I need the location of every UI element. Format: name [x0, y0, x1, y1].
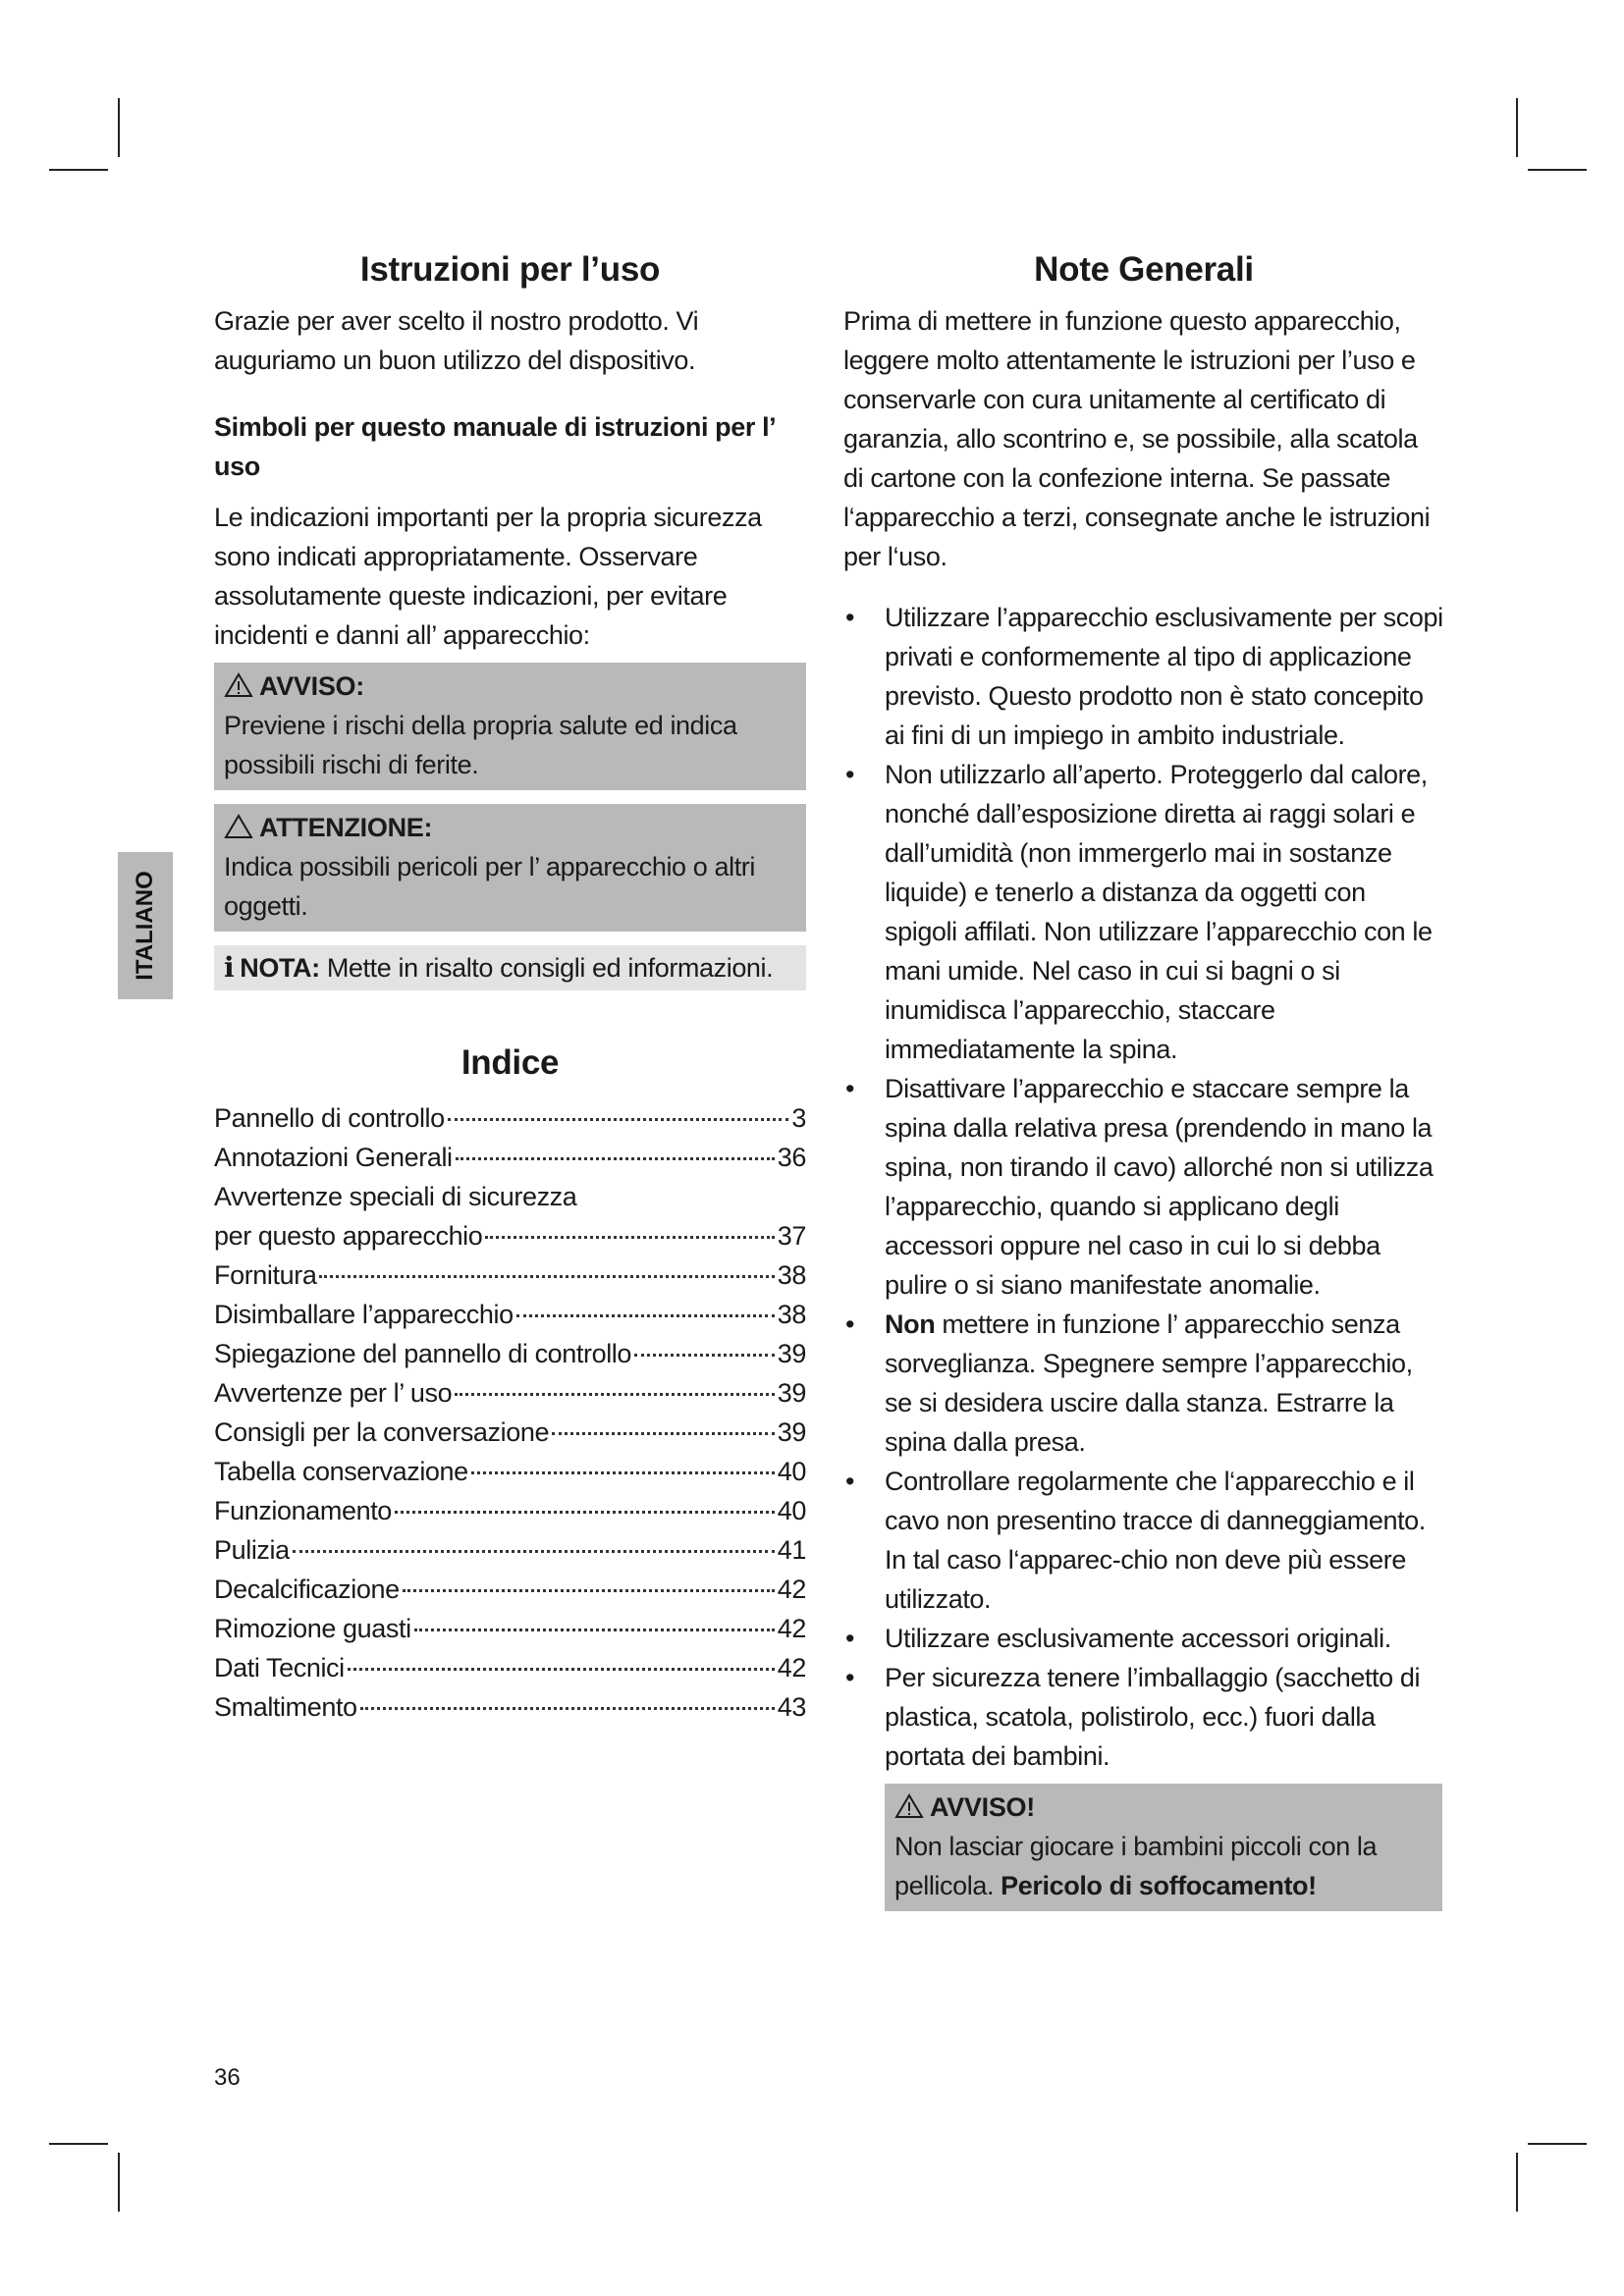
toc-leader-dots [456, 1157, 775, 1160]
caution-triangle-icon [224, 814, 253, 839]
toc-leader-dots [360, 1707, 775, 1710]
toc-page-number: 39 [777, 1417, 806, 1447]
toc-leader-dots [516, 1314, 775, 1317]
toc-page-number: 40 [777, 1457, 806, 1486]
toc-label: Avvertenze per l’ uso [214, 1378, 453, 1408]
nota-text: Mette in risalto consigli ed informazioni. [326, 953, 774, 983]
index-title: Indice [460, 1043, 560, 1082]
toc-page-number: 36 [777, 1143, 806, 1172]
list-item [843, 1305, 1444, 1462]
toc-row [214, 1452, 806, 1491]
list-item-text: Disattivare l’apparecchio e staccare sempre la spina dalla relativa presa (prendendo in mano la spina, non tirando il cavo) allorché non si utilizza l’apparecchio, quando si applicano degli accessori oppure nel caso in cui lo si debba pulire o si siano manifestate anomalie. [885, 1074, 1434, 1300]
language-tab-label: ITALIANO [132, 871, 159, 981]
toc-label: Funzionamento [214, 1496, 392, 1525]
toc-leader-dots [485, 1236, 774, 1239]
crop-mark [49, 169, 108, 171]
toc-row [214, 1687, 806, 1727]
crop-mark [118, 2153, 120, 2212]
list-item-text: Non utilizzarlo all’aperto. Proteggerlo dal calore, nonché dall’esposizione diretta ai raggi solari e dall’umidità (non immergerlo mai in sostanze liquide) e tenerlo a distanza da oggetti con spigoli affilati. Non utilizzare l’apparecchio con le mani umide. Nel caso in cui si bagni o si inumidisca l’apparecchio, staccare immediatamente la spina. [885, 760, 1433, 1064]
toc-row [214, 1530, 806, 1570]
avviso-box [214, 663, 806, 790]
intro-text: Grazie per aver scelto il nostro prodotto. Vi auguriamo un buon utilizzo del dispositivo. [214, 306, 699, 375]
toc-row [214, 1609, 806, 1648]
list-item [843, 598, 1444, 755]
crop-mark [118, 98, 120, 157]
left-column [214, 250, 806, 1727]
list-item [843, 1658, 1444, 1776]
toc-row [214, 1255, 806, 1295]
table-of-contents [214, 1098, 806, 1727]
toc-leader-dots [448, 1118, 789, 1121]
toc-row [214, 1177, 806, 1216]
toc-page-number: 38 [777, 1260, 806, 1290]
toc-page-number: 41 [777, 1535, 806, 1565]
toc-row [214, 1098, 806, 1138]
list-item [843, 1619, 1444, 1658]
avviso-choking-title: AVVISO! [930, 1792, 1035, 1822]
list-item [843, 1462, 1444, 1619]
toc-row [214, 1334, 806, 1373]
toc-label: Pannello di controllo [214, 1103, 445, 1133]
toc-row [214, 1648, 806, 1687]
toc-leader-dots [471, 1471, 775, 1474]
toc-row [214, 1413, 806, 1452]
toc-leader-dots [414, 1629, 775, 1631]
page-number: 36 [214, 2064, 241, 2091]
avviso-choking-bold: Pericolo di soffocamento! [1001, 1871, 1317, 1900]
warning-icon [224, 672, 253, 698]
toc-label: Consigli per la conversazione [214, 1417, 550, 1447]
toc-row [214, 1295, 806, 1334]
nota-box [214, 945, 806, 990]
toc-label: Spiegazione del pannello di controllo [214, 1339, 632, 1368]
general-notes-intro: Prima di mettere in funzione questo apparecchio, leggere molto attentamente le istruzioni per l’uso e conservarle con cura unitamente al certificato di garanzia, allo scontrino e, se possibile, alla scatola di cartone con la confezione interna. Se passate l‘apparecchio a terzi, consegnate anche le istruzioni per l‘uso. [843, 306, 1431, 571]
toc-row [214, 1216, 806, 1255]
section-title: Note Generali [1034, 250, 1254, 289]
toc-label: Dati Tecnici [214, 1653, 345, 1682]
avviso-choking-box [885, 1784, 1442, 1911]
nota-label: NOTA: [240, 953, 320, 983]
toc-label: Decalcificazione [214, 1575, 400, 1604]
toc-page-number: 3 [791, 1103, 806, 1133]
toc-page-number: 37 [777, 1221, 806, 1251]
list-item-emphasis: Non [885, 1309, 936, 1339]
crop-mark [1516, 98, 1518, 157]
crop-mark [1528, 2143, 1587, 2145]
attenzione-text: Indica possibili pericoli per l’ apparecchio o altri oggetti. [224, 852, 755, 921]
list-item [843, 1069, 1444, 1305]
toc-page-number: 39 [777, 1378, 806, 1408]
list-item-text: Utilizzare esclusivamente accessori originali. [885, 1624, 1391, 1653]
list-item [843, 755, 1444, 1069]
list-item-text: Controllare regolarmente che l‘apparecchio e il cavo non presentino tracce di danneggiamento. In tal caso l‘apparec-chio non deve più essere utilizzato. [885, 1467, 1426, 1614]
symbols-heading: Simboli per questo manuale di istruzioni per l’ uso [214, 412, 775, 481]
toc-page-number: 39 [777, 1339, 806, 1368]
safety-bullet-list [843, 598, 1444, 1776]
symbols-text: Le indicazioni importanti per la propria sicurezza sono indicati appropriatamente. Osservare assolutamente queste indicazioni, per evitare incidenti e danni all’ apparecchio: [214, 503, 762, 650]
page-title: Istruzioni per l’uso [359, 250, 661, 289]
toc-page-number: 42 [777, 1575, 806, 1604]
toc-leader-dots [403, 1589, 775, 1592]
avviso-text: Previene i rischi della propria salute ed indica possibili rischi di ferite. [224, 711, 737, 779]
toc-row [214, 1570, 806, 1609]
crop-mark [49, 2143, 108, 2145]
toc-row [214, 1138, 806, 1177]
list-item-text: Utilizzare l’apparecchio esclusivamente per scopi privati e conformemente al tipo di applicazione previsto. Questo prodotto non è stato concepito ai fini di un impiego in ambito industriale. [885, 603, 1443, 750]
toc-page-number: 43 [777, 1692, 806, 1722]
toc-leader-dots [293, 1550, 775, 1553]
toc-label: per questo apparecchio [214, 1221, 483, 1251]
info-icon: i [224, 951, 235, 984]
toc-page-number: 42 [777, 1614, 806, 1643]
toc-label: Annotazioni Generali [214, 1143, 453, 1172]
list-item-text: mettere in funzione l’ apparecchio senza sorveglianza. Spegnere sempre l’apparecchio, se si desidera uscire dalla stanza. Estrarre la spina dalla presa. [885, 1309, 1413, 1457]
toc-label: Rimozione guasti [214, 1614, 411, 1643]
toc-label: Fornitura [214, 1260, 317, 1290]
toc-label: Disimballare l’apparecchio [214, 1300, 514, 1329]
toc-row [214, 1491, 806, 1530]
toc-label: Pulizia [214, 1535, 290, 1565]
avviso-choking-text: Non lasciar giocare i bambini piccoli con la pellicola. [894, 1832, 1378, 1900]
warning-icon [894, 1793, 924, 1819]
toc-leader-dots [552, 1432, 775, 1435]
toc-label: Smaltimento [214, 1692, 357, 1722]
toc-page-number: 42 [777, 1653, 806, 1682]
toc-page-number: 38 [777, 1300, 806, 1329]
toc-leader-dots [455, 1393, 775, 1396]
toc-leader-dots [348, 1668, 775, 1671]
crop-mark [1528, 169, 1587, 171]
toc-row [214, 1373, 806, 1413]
toc-label: Tabella conservazione [214, 1457, 468, 1486]
crop-mark [1516, 2153, 1518, 2212]
toc-page-number: 40 [777, 1496, 806, 1525]
attenzione-title: ATTENZIONE: [259, 813, 433, 842]
toc-leader-dots [319, 1275, 774, 1278]
language-tab [118, 852, 173, 999]
toc-label: Avvertenze speciali di sicurezza [214, 1182, 577, 1211]
right-column [843, 250, 1444, 1925]
attenzione-box [214, 804, 806, 932]
toc-leader-dots [395, 1511, 775, 1514]
avviso-title: AVVISO: [259, 671, 364, 701]
toc-leader-dots [634, 1354, 775, 1357]
list-item-text: Per sicurezza tenere l’imballaggio (sacchetto di plastica, scatola, polistirolo, ecc.) fuori dalla portata dei bambini. [885, 1663, 1421, 1771]
